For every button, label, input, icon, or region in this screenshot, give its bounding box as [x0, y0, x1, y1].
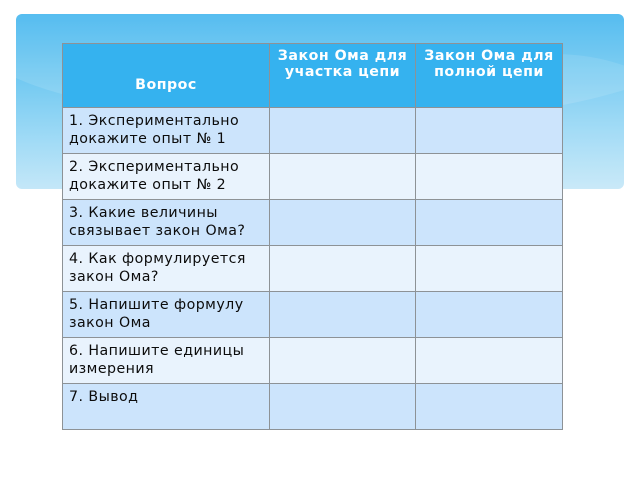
- table-row: [63, 154, 563, 200]
- answer-cell-full[interactable]: [416, 292, 563, 338]
- table-header-row: [63, 44, 563, 108]
- header-question: Вопрос: [63, 44, 270, 108]
- answer-cell-section[interactable]: [270, 108, 416, 154]
- question-cell: 3. Какие величины связывает закон Ома?: [63, 200, 270, 246]
- question-cell: 6. Напишите единицы измерения: [63, 338, 270, 384]
- table-row: [63, 108, 563, 154]
- table-row: [63, 384, 563, 430]
- answer-cell-full[interactable]: [416, 338, 563, 384]
- answer-cell-full[interactable]: [416, 200, 563, 246]
- answer-cell-section[interactable]: [270, 154, 416, 200]
- table-row: [63, 200, 563, 246]
- questions-table: [62, 43, 563, 430]
- question-cell: 5. Напишите формулу закон Ома: [63, 292, 270, 338]
- answer-cell-full[interactable]: [416, 384, 563, 430]
- question-cell: 2. Экспериментально докажите опыт № 2: [63, 154, 270, 200]
- answer-cell-full[interactable]: [416, 246, 563, 292]
- answer-cell-section[interactable]: [270, 246, 416, 292]
- table-row: [63, 338, 563, 384]
- answer-cell-section[interactable]: [270, 292, 416, 338]
- table-row: [63, 292, 563, 338]
- question-cell: 4. Как формулируется закон Ома?: [63, 246, 270, 292]
- answer-cell-section[interactable]: [270, 384, 416, 430]
- header-ohm-law-section: Закон Ома для участка цепи: [270, 44, 416, 108]
- answer-cell-full[interactable]: [416, 154, 563, 200]
- question-cell: 1. Экспериментально докажите опыт № 1: [63, 108, 270, 154]
- header-ohm-law-full: Закон Ома для полной цепи: [416, 44, 563, 108]
- answer-cell-full[interactable]: [416, 108, 563, 154]
- answer-cell-section[interactable]: [270, 200, 416, 246]
- answer-cell-section[interactable]: [270, 338, 416, 384]
- question-cell: 7. Вывод: [63, 384, 270, 430]
- table-row: [63, 246, 563, 292]
